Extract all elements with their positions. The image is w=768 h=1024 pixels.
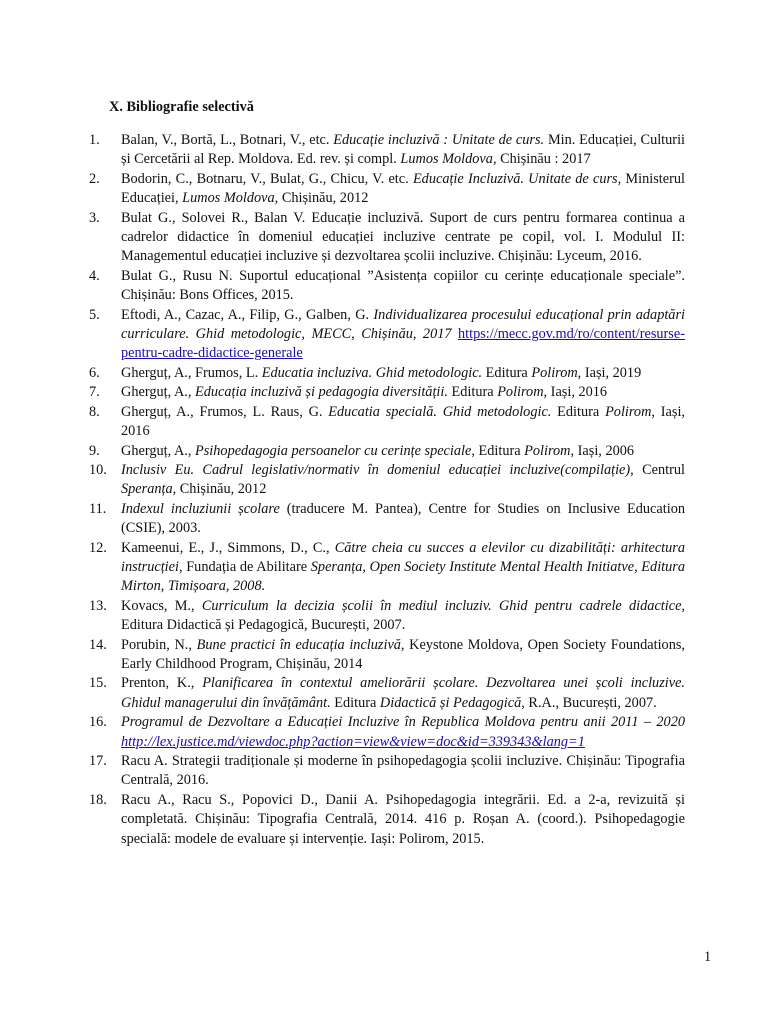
page-number: 1 [704,949,712,965]
entry-text: Inclusiv Eu. Cadrul legislativ/normativ în domeniul educației incluzive(compilație), Centrul Speranța, Chișinău, 2012 [121,461,685,498]
entry-number: 5. [89,306,100,323]
entry-number: 17. [89,753,107,769]
bibliography-entry [89,461,685,500]
entry-text: Programul de Dezvoltare a Educației Incluzive în Republica Moldova pentru anii 2011 – 2020 http://lex.justice.md/viewdoc.php?action=view&view=doc&id=339343&lang=1 [121,714,685,750]
bibliography-entry [89,131,685,170]
bibliography-entry [89,539,685,597]
entry-number: 16. [89,714,107,731]
entry-number: 7. [89,384,100,401]
entry-number: 2. [89,170,100,187]
entry-text: Gherguț, A., Frumos, L. Educatia incluziva. Ghid metodologic. Editura Polirom, Iași, 2019 [121,364,642,381]
entry-number: 3. [89,209,100,226]
entry-number: 8. [89,403,100,420]
entry-number: 12. [89,539,107,556]
entry-number: 9. [89,442,100,459]
entry-number: 18. [89,791,107,808]
bibliography-entry [89,500,685,539]
section-heading: X. Bibliografie selectivă [109,99,254,115]
reference-link[interactable]: https://mecc.gov.md/ro/content/resurse-pentru-cadre-didactice-generale [121,326,685,362]
bibliography-entry [89,403,685,442]
bibliography-entry [89,442,685,461]
entry-text: Racu A. Strategii tradiționale și moderne în psihopedagogia școlii incluzive. Chișinău: Tipografia Centrală, 2016. [121,753,685,789]
entry-text: Eftodi, A., Cazac, A., Filip, G., Galben, G. Individualizarea procesului educațional prin adaptări curriculare. Ghid metodologic, MECC, Chișinău, 2017 https://mecc.gov.md/ro/content/resurse-pentru-cadre-didactice-generale [121,306,685,362]
entry-text: Bulat G., Rusu N. Suportul educațional ”Asistența copiilor cu cerințe educaționale speciale”. Chișinău: Bons Offices, 2015. [121,267,685,304]
bibliography-entry [89,791,685,849]
entry-number: 14. [89,636,107,653]
bibliography-entry [89,267,685,306]
entry-number: 1. [89,132,100,148]
entry-number: 15. [89,675,107,692]
bibliography-entry [89,713,685,752]
bibliography-entry [89,674,685,713]
entry-number: 4. [89,267,100,284]
entry-text: Porubin, N., Bune practici în educația incluzivă, Keystone Moldova, Open Society Foundations, Early Childhood Program, Chișinău, 2014 [121,636,685,672]
entry-number: 13. [89,597,107,614]
entry-text: Prenton, K., Planificarea în contextul ameliorării școlare. Dezvoltarea unei școli incluzive. Ghidul managerului din învățământ. Editura Didactică și Pedagogică, R.A., București, 2007. [121,675,685,711]
entry-number: 11. [89,500,107,517]
bibliography-entry [89,170,685,209]
entry-text: Gherguț, A., Educația incluzivă și pedagogia diversității. Editura Polirom, Iași, 2016 [121,384,608,401]
bibliography-entry [89,597,685,636]
bibliography-entry [89,306,685,364]
entry-text: Bodorin, C., Botnaru, V., Bulat, G., Chicu, V. etc. Educație Incluzivă. Unitate de curs, Ministerul Educației, Lumos Moldova, Chișinău, 2012 [121,170,685,207]
bibliography-entry [89,383,685,402]
entry-text: Racu A., Racu S., Popovici D., Danii A. Psihopedagogia integrării. Ed. a 2-a, revizuită și completată. Chișinău: Tipografia Centrală, 2014. 416 p. Roșan A. (coord.). Psihopedagogie specială: modele de evaluare și intervenție. Iași: Polirom, 2015. [121,791,685,847]
reference-link[interactable]: http://lex.justice.md/viewdoc.php?action=view&view=doc&id=339343&lang=1 [121,733,585,750]
entry-text: Indexul incluziunii școlare (traducere M. Pantea), Centre for Studies on Inclusive Education (CSIE), 2003. [121,500,685,537]
entry-number: 6. [89,364,100,381]
entry-text: Bulat G., Solovei R., Balan V. Educație incluzivă. Suport de curs pentru formarea continua a cadrelor didactice în domeniul educației incluzive centrate pe copil, vol. I. Modulul II: Managementul educației incluzive și dezvoltarea școlii incluzive. Chișinău: Lyceum, 2016. [121,209,685,265]
entry-text: Balan, V., Bortă, L., Botnari, V., etc. Educație incluzivă : Unitate de curs. Min. Educației, Culturii și Cercetării al Rep. Moldova. Ed. rev. și compl. Lumos Moldova, Chișinău : 2017 [121,132,686,168]
entry-text: Kameenui, E., J., Simmons, D., C., Către cheia cu succes a elevilor cu dizabilități: arhitectura instrucției, Fundația de Abilitare Speranța, Open Society Institute Mental Health Initiatve, Editura Mirton, Timișoara, 2008. [121,539,686,595]
entry-text: Gherguț, A., Frumos, L. Raus, G. Educatia specială. Ghid metodologic. Editura Polirom, Iași, 2016 [121,403,685,440]
entry-text: Gherguț, A., Psihopedagogia persoanelor cu cerințe speciale, Editura Polirom, Iași, 2006 [121,442,635,459]
bibliography-entry [89,636,685,675]
entry-number: 10. [89,461,107,478]
bibliography-entry [89,364,685,383]
bibliography-list [89,131,685,849]
entry-text: Kovacs, M., Curriculum la decizia școlii în mediul incluziv. Ghid pentru cadrele didactice, Editura Didactică și Pedagogică, București, 2007. [121,597,685,634]
bibliography-entry [89,209,685,267]
bibliography-entry [89,752,685,791]
